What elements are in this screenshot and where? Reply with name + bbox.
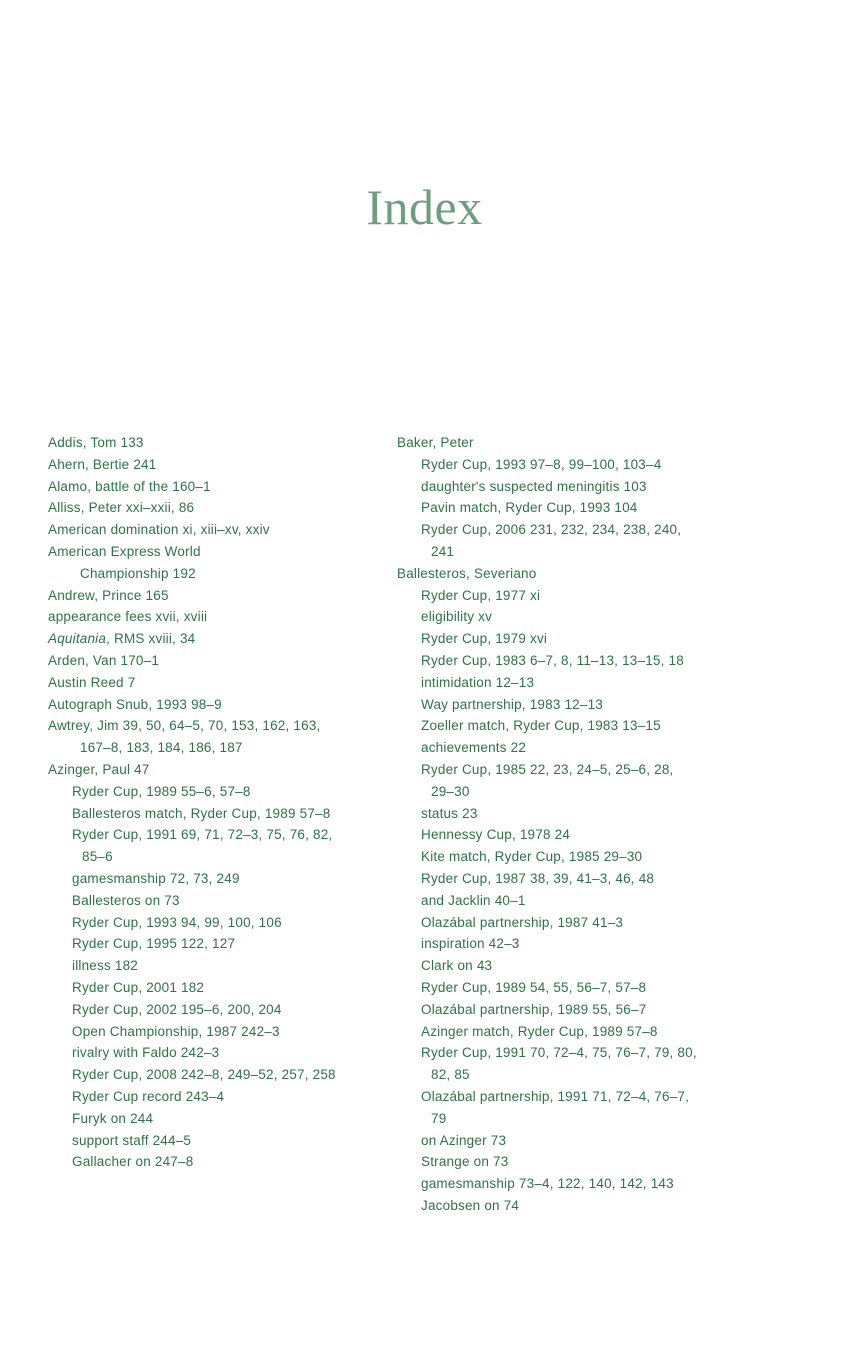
index-entry-text: Azinger, Paul 47 [48,761,150,777]
index-entry [48,694,393,716]
index-entry-text: Ryder Cup, 1995 122, 127 [72,936,236,952]
index-entry-text: , RMS xviii, 34 [106,631,196,647]
index-entry [48,454,393,476]
index-subentry [48,824,393,846]
index-entry-text: Ryder Cup, 2008 242–8, 249–52, 257, 258 [72,1067,336,1083]
index-entry-text: Ryder Cup, 1987 38, 39, 41–3, 46, 48 [421,870,655,886]
index-subentry [397,672,737,694]
index-entry-text: 82, 85 [431,1067,470,1083]
index-entry-continuation [397,1064,737,1086]
index-subentry [48,977,393,999]
index-subentry [48,781,393,803]
index-subentry [397,999,737,1021]
index-subentry [397,868,737,890]
page-title: Index [366,179,483,235]
index-entry-text: 85–6 [82,849,113,865]
index-subentry [397,1151,737,1173]
index-entry-text: Ahern, Bertie 241 [48,456,157,472]
index-subentry [397,955,737,977]
index-entry-text: illness 182 [72,958,138,974]
index-entry-text: Baker, Peter [397,435,474,450]
index-subentry [397,1042,737,1064]
index-entry-text: Ryder Cup, 1989 54, 55, 56–7, 57–8 [421,979,647,995]
index-subentry [397,737,737,759]
index-entry-text: Olazábal partnership, 1991 71, 72–4, 76–7, [421,1088,690,1104]
index-subentry [397,846,737,868]
index-entry [48,476,393,498]
index-entry-text: on Azinger 73 [421,1132,507,1148]
index-subentry [48,890,393,912]
index-entry [397,432,737,454]
index-subentry [48,1108,393,1130]
index-entry-text: Ryder Cup, 1991 69, 71, 72–3, 75, 76, 82, [72,827,333,843]
index-subentry [48,1064,393,1086]
index-entry [48,606,393,628]
index-entry [48,628,393,650]
index-entry-text: Ballesteros match, Ryder Cup, 1989 57–8 [72,805,331,821]
index-subentry [397,1130,737,1152]
index-entry [48,432,393,454]
index-entry-text: intimidation 12–13 [421,674,535,690]
index-entry-text: Ryder Cup, 2006 231, 232, 234, 238, 240, [421,522,682,538]
index-entry-text: Ryder Cup, 2001 182 [72,979,205,995]
index-subentry [397,933,737,955]
index-subentry [397,497,737,519]
index-entry-text: Ryder Cup, 1991 70, 72–4, 75, 76–7, 79, 80, [421,1045,697,1061]
index-subentry [48,1151,393,1173]
index-entry-text: Clark on 43 [421,958,493,974]
index-entry-text: gamesmanship 72, 73, 249 [72,870,240,886]
index-entry-text: Austin Reed 7 [48,674,136,690]
index-entry-text: Ryder Cup, 1979 xvi [421,631,548,647]
index-entry-text: Olazábal partnership, 1987 41–3 [421,914,624,930]
index-entry-text: Ryder Cup, 1993 94, 99, 100, 106 [72,914,282,930]
index-subentry [397,803,737,825]
index-entry-text: Way partnership, 1983 12–13 [421,696,604,712]
index-entry-text: Open Championship, 1987 242–3 [72,1023,280,1039]
index-subentry [397,519,737,541]
index-subentry [48,1086,393,1108]
index-entry [48,715,393,737]
index-subentry [397,585,737,607]
index-entry-text: American domination xi, xiii–xv, xxiv [48,522,270,538]
index-entry-text: Ryder Cup, 2002 195–6, 200, 204 [72,1001,282,1017]
index-subentry [397,650,737,672]
index-entry-text: daughter's suspected meningitis 103 [421,478,647,494]
index-entry-text: Hennessy Cup, 1978 24 [421,827,571,843]
index-entry-text: status 23 [421,805,478,821]
index-entry-text: Awtrey, Jim 39, 50, 64–5, 70, 153, 162, 163, [48,718,321,734]
index-entry-text: Pavin match, Ryder Cup, 1993 104 [421,500,638,516]
index-subentry [48,1042,393,1064]
index-entry-text: Ryder Cup record 243–4 [72,1088,225,1104]
index-entry-text: eligibility xv [421,609,493,625]
index-column-right [397,432,737,1217]
index-entry-text: Ballesteros, Severiano [397,565,537,581]
index-entry-text: Alliss, Peter xxi–xxii, 86 [48,500,195,516]
index-subentry [397,715,737,737]
index-entry [48,585,393,607]
index-entry-text: Arden, Van 170–1 [48,652,160,668]
index-entry-continuation [48,846,393,868]
index-entry-italic-title: Aquitania [48,631,107,647]
index-subentry [48,1021,393,1043]
index-entry-text: Andrew, Prince 165 [48,587,169,603]
index-entry-continuation [397,781,737,803]
index-entry-text: Olazábal partnership, 1989 55, 56–7 [421,1001,647,1017]
index-entry-text: 167–8, 183, 184, 186, 187 [80,740,243,756]
index-subentry [48,955,393,977]
index-entry-text: appearance fees xvii, xviii [48,609,208,625]
index-entry [48,672,393,694]
index-entry-text: Addis, Tom 133 [48,435,144,450]
index-entry-text: Ballesteros on 73 [72,892,180,908]
index-entry-text: support staff 244–5 [72,1132,192,1148]
index-subentry [397,824,737,846]
index-subentry [397,912,737,934]
index-entry [48,519,393,541]
index-entry-text: Jacobsen on 74 [421,1197,520,1213]
index-entry-text: American Express World [48,543,201,559]
index-entry-text: Gallacher on 247–8 [72,1154,194,1170]
index-entry-continuation [48,737,393,759]
index-entry [48,759,393,781]
index-entry-text: Championship 192 [80,565,196,581]
index-entry-text: Autograph Snub, 1993 98–9 [48,696,222,712]
index-entry-continuation [397,1108,737,1130]
index-entry-text: Azinger match, Ryder Cup, 1989 57–8 [421,1023,658,1039]
index-subentry [48,868,393,890]
index-subentry [397,759,737,781]
index-entry-continuation [48,563,393,585]
index-entry [397,563,737,585]
index-entry-text: Ryder Cup, 1983 6–7, 8, 11–13, 13–15, 18 [421,652,684,668]
index-subentry [397,628,737,650]
index-entry-text: Furyk on 244 [72,1110,154,1126]
index-subentry [397,1195,737,1217]
index-entry-text: Ryder Cup, 1985 22, 23, 24–5, 25–6, 28, [421,761,674,777]
index-entry-text: 29–30 [431,783,470,799]
index-subentry [397,1021,737,1043]
index-subentry [48,803,393,825]
index-subentry [48,912,393,934]
index-entry-continuation [397,541,737,563]
index-subentry [397,1086,737,1108]
index-entry-text: Ryder Cup, 1989 55–6, 57–8 [72,783,251,799]
index-entry-text: Ryder Cup, 1993 97–8, 99–100, 103–4 [421,456,662,472]
index-entry [48,497,393,519]
index-entry-text: gamesmanship 73–4, 122, 140, 142, 143 [421,1176,674,1192]
index-subentry [48,999,393,1021]
index-subentry [48,1130,393,1152]
index-entry [48,541,393,563]
index-subentry [397,606,737,628]
index-entry-text: Kite match, Ryder Cup, 1985 29–30 [421,849,643,865]
index-entry-text: 241 [431,543,455,559]
index-entry-text: Strange on 73 [421,1154,509,1170]
index-column-left [48,432,393,1173]
index-entry-text: Zoeller match, Ryder Cup, 1983 13–15 [421,718,661,734]
index-entry-text: inspiration 42–3 [421,936,520,952]
index-subentry [397,694,737,716]
index-subentry [48,933,393,955]
index-subentry [397,977,737,999]
index-entry-text: achievements 22 [421,740,527,756]
index-subentry [397,454,737,476]
index-subentry [397,1173,737,1195]
index-entry-text: 79 [431,1110,447,1126]
index-subentry [397,476,737,498]
index-entry [48,650,393,672]
index-entry-text: Alamo, battle of the 160–1 [48,478,211,494]
index-subentry [397,890,737,912]
index-entry-text: and Jacklin 40–1 [421,892,526,908]
index-entry-text: rivalry with Faldo 242–3 [72,1045,220,1061]
index-entry-text: Ryder Cup, 1977 xi [421,587,541,603]
